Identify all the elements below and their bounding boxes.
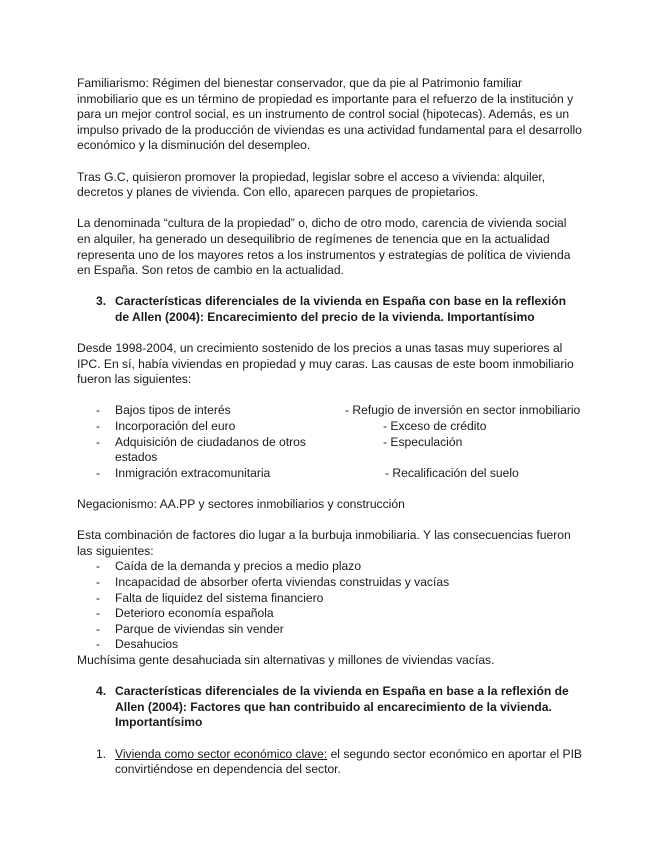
consequence-text: Incapacidad de absorber oferta viviendas construidas y vacías [115, 575, 450, 589]
cause-row [77, 403, 582, 419]
cause-right: - Exceso de crédito [383, 419, 487, 434]
factor-text [115, 747, 582, 778]
bullet-dash: - [96, 606, 101, 621]
cause-right: - Especulación [383, 434, 463, 449]
list-item [77, 575, 582, 591]
bullet-dash: - [96, 434, 101, 449]
bullet-dash: - [96, 419, 101, 434]
cause-left: Incorporación del euro [115, 419, 236, 434]
bullet-dash: - [96, 403, 101, 418]
section-4-number: 4. [96, 684, 107, 699]
consequence-text: Desahucios [115, 637, 179, 652]
section-3-heading [77, 294, 582, 325]
cause-row [77, 435, 582, 466]
factor-description: el segundo sector económico en aportar el PIB convirtiéndose en dependencia del sector. [115, 746, 582, 777]
bullet-dash: - [96, 465, 101, 480]
paragraph-cultura-propiedad: La denominada “cultura de la propiedad” o, dicho de otro modo, carencia de vivienda social en alquiler, ha generado un desequilibrio de regímenes de tenencia que en la actualidad representa uno de los mayores retos a los instrumentos y estrategias de política de vivienda en España. Son retos de cambio en la actualidad. [77, 216, 571, 278]
factor-item [77, 747, 582, 778]
consequences-intro: Esta combinación de factores dio lugar a la burbuja inmobiliaria. Y las consecuencias fueron las siguientes: [77, 528, 571, 558]
section-3-intro: Desde 1998-2004, un crecimiento sostenido de los precios a unas tasas muy superiores al IPC. En sí, había viviendas en propiedad y muy caras. Las causas de este boom inmobiliario fueron las siguientes: [77, 341, 574, 387]
bullet-dash: - [96, 575, 101, 589]
cause-left: Bajos tipos de interés [115, 403, 231, 418]
document-page [77, 76, 582, 778]
consequence-text: Parque de viviendas sin vender [115, 621, 284, 636]
bullet-dash: - [96, 590, 101, 605]
consequence-text: Caída de la demanda y precios a medio plazo [115, 559, 362, 574]
bullet-dash: - [96, 637, 101, 652]
paragraph-tras-gc: Tras G.C, quisieron promover la propiedad, legislar sobre el acceso a vivienda: alquiler, decretos y planes de vivienda. Con ello, aparecen parques de propietarios. [77, 169, 546, 200]
cause-left: Adquisición de ciudadanos de otros estados [115, 434, 306, 465]
list-item [77, 606, 582, 622]
factor-number: 1. [96, 746, 107, 761]
cause-row [77, 419, 582, 435]
list-item [77, 591, 582, 607]
cause-left: Inmigración extracomunitaria [115, 465, 271, 480]
section-3-closing: Muchísima gente desahuciada sin alternativas y millones de viviendas vacías. [77, 652, 495, 667]
section-3-number: 3. [96, 294, 107, 309]
bullet-dash: - [96, 559, 101, 574]
consequence-text: Deterioro economía española [115, 606, 274, 621]
list-item [77, 559, 582, 575]
section-4-title: Características diferenciales de la vivienda en España en base a la reflexión de Allen (2004): Factores que han contribuido al encarecimiento de la vivienda. Importantísimo [115, 684, 569, 730]
cause-right: - Recalificación del suelo [385, 465, 519, 480]
cause-row [77, 466, 582, 482]
cause-right: - Refugio de inversión en sector inmobiliario [345, 403, 581, 418]
list-item [77, 622, 582, 638]
list-item [77, 637, 582, 653]
section-4-heading [77, 684, 582, 731]
bullet-dash: - [96, 621, 101, 636]
factor-underlined: Vivienda como sector económico clave: [115, 746, 328, 761]
paragraph-familiarismo: Familiarismo: Régimen del bienestar conservador, que da pie al Patrimonio familiar inmobiliario que es un término de propiedad es importante para el refuerzo de la institución y para un mejor control social, es un instrumento de control social (hipotecas). Además, es un impulso privado de la producción de viviendas es una actividad fundamental para el desarrollo económico y la disminución del desempleo. [77, 76, 582, 153]
consequences-list [77, 559, 582, 653]
consequence-text: Falta de liquidez del sistema financiero [115, 590, 324, 605]
section-3-title: Características diferenciales de la vivienda en España con base en la reflexión de Allen (2004): Encarecimiento del precio de la vivienda. Importantísimo [115, 294, 567, 324]
negacionismo-line: Negacionismo: AA.PP y sectores inmobiliarios y construcción [77, 497, 405, 512]
causes-list [77, 403, 582, 481]
